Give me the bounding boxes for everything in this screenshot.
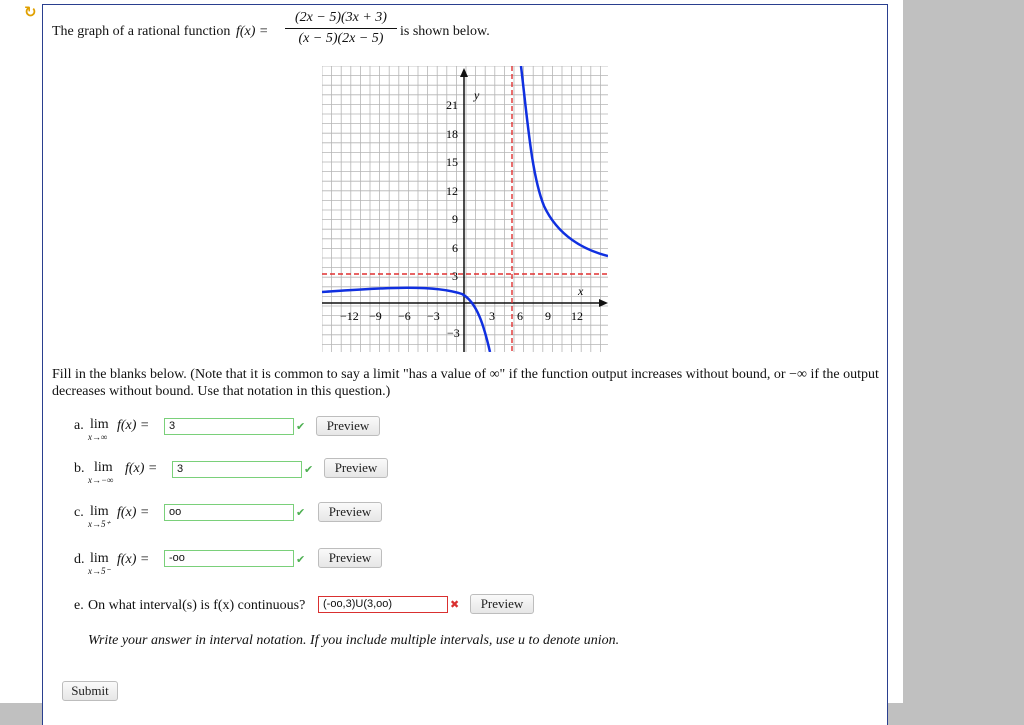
- x-tick-label: −3: [427, 309, 440, 323]
- part-d-answer-input[interactable]: -oo: [164, 550, 294, 567]
- x-tick-label: 9: [545, 309, 551, 323]
- fraction-bar: [285, 28, 397, 29]
- part-a-lim-sub: x→∞: [88, 432, 108, 442]
- x-tick-label: −6: [398, 309, 411, 323]
- part-b-preview-button[interactable]: Preview: [324, 458, 388, 478]
- function-fraction: [285, 10, 397, 47]
- part-c-lim-sub: x→5⁺: [88, 519, 111, 529]
- question-prefix: The graph of a rational function: [52, 24, 231, 39]
- x-tick-label: 3: [489, 309, 495, 323]
- part-b-label: b.: [74, 461, 85, 476]
- part-e-answer-input[interactable]: (-oo,3)U(3,oo): [318, 596, 448, 613]
- graph-grid: [322, 66, 608, 352]
- x-tick-label: −9: [369, 309, 382, 323]
- part-e-question: On what interval(s) is f(x) continuous?: [88, 598, 306, 613]
- y-tick-label: 21: [446, 98, 458, 112]
- y-axis-label: y: [474, 88, 480, 102]
- fraction-numerator: (2x − 5)(3x + 3): [295, 10, 387, 25]
- part-b-fx: f(x) =: [125, 461, 158, 476]
- part-e-preview-button[interactable]: Preview: [470, 594, 534, 614]
- correct-check-icon: ✔: [296, 506, 306, 519]
- reload-icon[interactable]: ↻: [24, 3, 37, 21]
- part-c-label: c.: [74, 505, 84, 520]
- y-tick-label: 3: [452, 269, 458, 283]
- y-tick-label: 18: [446, 127, 458, 141]
- part-d-label: d.: [74, 552, 85, 567]
- part-c-answer-input[interactable]: oo: [164, 504, 294, 521]
- y-tick-label: 15: [446, 155, 458, 169]
- question-fx: f(x) =: [236, 24, 269, 39]
- correct-check-icon: ✔: [304, 463, 314, 476]
- part-a-fx: f(x) =: [117, 418, 150, 433]
- y-tick-label: −3: [447, 326, 460, 340]
- part-d-fx: f(x) =: [117, 552, 150, 567]
- fraction-denominator: (x − 5)(2x − 5): [298, 31, 384, 46]
- correct-check-icon: ✔: [296, 553, 306, 566]
- part-d-preview-button[interactable]: Preview: [318, 548, 382, 568]
- submit-button[interactable]: Submit: [62, 681, 118, 701]
- y-tick-label: 9: [452, 212, 458, 226]
- function-graph: [322, 66, 608, 352]
- part-a-label: a.: [74, 418, 84, 433]
- part-a-answer-input[interactable]: 3: [164, 418, 294, 435]
- part-d-lim-sub: x→5⁻: [88, 566, 111, 576]
- incorrect-cross-icon: ✖: [450, 598, 460, 611]
- part-e-label: e.: [74, 598, 84, 613]
- scroll-gutter: [903, 0, 1024, 703]
- correct-check-icon: ✔: [296, 420, 306, 433]
- part-c-lim: lim: [90, 504, 109, 519]
- y-axis-arrow: [460, 68, 468, 77]
- part-b-answer-input[interactable]: 3: [172, 461, 302, 478]
- part-b-lim: lim: [94, 460, 113, 475]
- question-suffix: is shown below.: [400, 24, 490, 39]
- part-a-lim: lim: [90, 417, 109, 432]
- part-c-fx: f(x) =: [117, 505, 150, 520]
- instructions: Fill in the blanks below. (Note that it is common to say a limit "has a value of ∞" if the function output increases without bound, or −∞ if the output decreases without bound. Use that notation in this question.): [52, 367, 879, 399]
- x-tick-label: −12: [340, 309, 359, 323]
- part-d-lim: lim: [90, 551, 109, 566]
- interval-notation-hint: Write your answer in interval notation. If you include multiple intervals, use u to denote union.: [88, 633, 620, 648]
- x-axis-label: x: [578, 284, 584, 298]
- part-c-preview-button[interactable]: Preview: [318, 502, 382, 522]
- x-tick-label: 12: [571, 309, 583, 323]
- x-tick-label: 6: [517, 309, 523, 323]
- part-a-preview-button[interactable]: Preview: [316, 416, 380, 436]
- part-b-lim-sub: x→−∞: [88, 475, 114, 485]
- y-tick-label: 6: [452, 241, 458, 255]
- y-tick-label: 12: [446, 184, 458, 198]
